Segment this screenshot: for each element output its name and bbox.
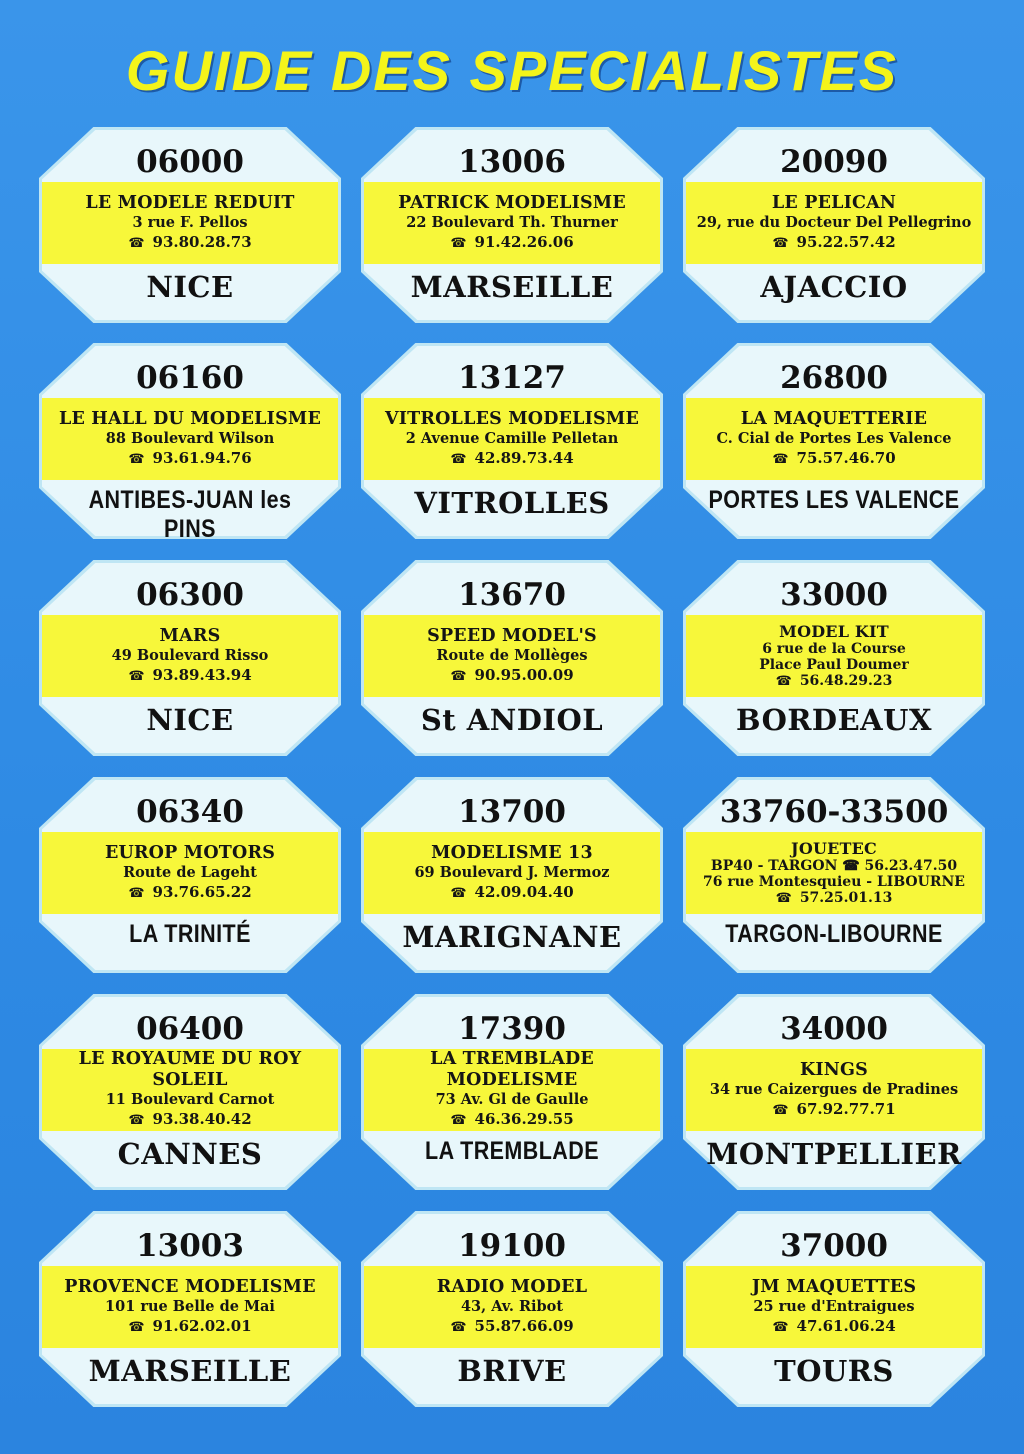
address-line: 6 rue de la Course (762, 640, 906, 657)
address-line: 34 rue Caizergues de Pradines (709, 1080, 959, 1098)
phone-icon: ☎ (450, 1319, 467, 1335)
city-name: VITROLLES (414, 486, 610, 520)
postcode: 34000 (780, 1011, 888, 1047)
info-band (686, 615, 982, 697)
specialist-card (686, 563, 982, 753)
city-name: NICE (146, 703, 234, 737)
address-line: Route de Mollèges (436, 646, 588, 664)
specialist-card (364, 1214, 660, 1404)
address-line: 22 Boulevard Th. Thurner (406, 213, 618, 231)
specialist-card (42, 1214, 338, 1404)
phone-icon: ☎ (128, 451, 145, 467)
address-line: Place Paul Doumer (759, 656, 909, 673)
info-band (42, 832, 338, 914)
phone-text: 75.57.46.70 (796, 448, 896, 467)
shop-name: PATRICK MODELISME (398, 192, 626, 213)
postcode: 06400 (136, 1011, 244, 1047)
address-line: 49 Boulevard Risso (111, 646, 269, 664)
postcode: 37000 (780, 1228, 888, 1264)
phone-number (776, 890, 893, 907)
phone-icon: ☎ (772, 235, 789, 251)
phone-icon: ☎ (772, 1102, 789, 1118)
phone-number (776, 673, 893, 690)
phone-number (128, 1316, 251, 1338)
phone-icon: ☎ (775, 890, 792, 906)
info-band (42, 398, 338, 480)
address-line: 43, Av. Ribot (460, 1297, 564, 1315)
page-title: GUIDE DES SPECIALISTES (125, 39, 899, 102)
city-name: ANTIBES-JUAN les PINS (88, 486, 292, 543)
city-name: MONTPELLIER (706, 1137, 962, 1171)
city-name: PORTES LES VALENCE (708, 486, 960, 514)
phone-text: 93.61.94.76 (152, 448, 252, 467)
city-name: BORDEAUX (736, 703, 932, 737)
phone-number (128, 448, 251, 470)
phone-number (128, 665, 251, 687)
phone-text: 90.95.00.09 (474, 665, 574, 684)
specialist-card (42, 563, 338, 753)
phone-text: 93.80.28.73 (152, 232, 252, 251)
specialist-card (364, 130, 660, 320)
city-name: MARIGNANE (402, 920, 622, 954)
info-band (686, 1266, 982, 1348)
address-line: 11 Boulevard Carnot (105, 1091, 275, 1108)
phone-text: 46.36.29.55 (474, 1110, 574, 1128)
phone-icon: ☎ (450, 451, 467, 467)
phone-icon: ☎ (772, 1319, 789, 1335)
postcode: 06340 (136, 794, 244, 830)
shop-name: JOUETEC (791, 838, 877, 858)
specialist-card (42, 997, 338, 1187)
phone-icon: ☎ (128, 668, 145, 684)
shop-name: JM MAQUETTES (751, 1276, 917, 1297)
postcode: 13670 (458, 577, 566, 613)
address-line: 69 Boulevard J. Mermoz (414, 863, 610, 881)
phone-icon: ☎ (450, 885, 467, 901)
phone-icon: ☎ (450, 235, 467, 251)
phone-number (772, 1316, 895, 1338)
phone-text: 42.09.04.40 (474, 882, 574, 901)
info-band (364, 182, 660, 264)
postcode: 13700 (458, 794, 566, 830)
phone-icon: ☎ (450, 668, 467, 684)
city-name: TOURS (774, 1354, 894, 1388)
phone-number (772, 232, 895, 254)
city-name: AJACCIO (760, 270, 908, 304)
specialist-card (364, 997, 660, 1187)
postcode: 13127 (458, 360, 566, 396)
postcode: 33000 (780, 577, 888, 613)
info-band (686, 832, 982, 914)
address-line: 29, rue du Docteur Del Pellegrino (696, 213, 972, 231)
address-line: 25 rue d'Entraigues (753, 1297, 915, 1315)
postcode: 19100 (458, 1228, 566, 1264)
specialist-card (364, 780, 660, 970)
shop-name: MODELISME 13 (431, 842, 593, 863)
postcode: 20090 (780, 144, 888, 180)
shop-name: SPEED MODEL'S (427, 625, 597, 646)
phone-number (772, 448, 895, 470)
info-band (686, 398, 982, 480)
info-band (364, 398, 660, 480)
address-line: BP40 - TARGON ☎ 56.23.47.50 (710, 857, 958, 874)
shop-name: LA TREMBLADE MODELISME (430, 1049, 594, 1090)
shop-name: LA MAQUETTERIE (740, 408, 928, 429)
shop-name: MARS (159, 625, 221, 646)
phone-icon: ☎ (128, 235, 145, 251)
phone-icon: ☎ (128, 1113, 145, 1128)
phone-icon: ☎ (128, 1319, 145, 1335)
info-band (42, 1266, 338, 1348)
phone-text: 93.76.65.22 (152, 882, 252, 901)
shop-name: LE MODELE REDUIT (85, 192, 295, 213)
shop-name: MODEL KIT (779, 621, 889, 641)
phone-text: 95.22.57.42 (796, 232, 896, 251)
address-line: 76 rue Montesquieu - LIBOURNE (703, 873, 965, 890)
specialist-card (686, 1214, 982, 1404)
shop-name: LE PELICAN (771, 192, 897, 213)
phone-text: 67.92.77.71 (796, 1099, 896, 1118)
specialist-card (42, 780, 338, 970)
info-band (364, 832, 660, 914)
shop-name: EUROP MOTORS (104, 842, 276, 863)
phone-text: 93.38.40.42 (152, 1110, 252, 1128)
info-band (42, 1049, 338, 1131)
city-name: LA TRINITÉ (129, 920, 251, 948)
phone-icon: ☎ (128, 885, 145, 901)
phone-text: 91.42.26.06 (474, 232, 574, 251)
phone-text: 47.61.06.24 (796, 1316, 896, 1335)
phone-text: 93.89.43.94 (152, 665, 252, 684)
phone-number (128, 1109, 251, 1131)
phone-number (128, 232, 251, 254)
specialist-card (42, 346, 338, 543)
phone-number (450, 232, 573, 254)
specialist-card (364, 346, 660, 536)
info-band (686, 1049, 982, 1131)
postcode: 17390 (458, 1011, 566, 1047)
phone-text: 56.48.29.23 (799, 672, 893, 689)
address-line: 73 Av. Gl de Gaulle (435, 1091, 589, 1108)
shop-name: VITROLLES MODELISME (384, 408, 640, 429)
shop-name: LE HALL DU MODELISME (58, 408, 322, 429)
address-line: C. Cial de Portes Les Valence (716, 429, 952, 447)
postcode: 13006 (458, 144, 566, 180)
phone-text: 55.87.66.09 (474, 1316, 574, 1335)
phone-icon: ☎ (772, 451, 789, 467)
specialist-card (686, 997, 982, 1187)
info-band (364, 1266, 660, 1348)
phone-number (450, 1316, 573, 1338)
specialist-card (686, 780, 982, 970)
shop-name: RADIO MODEL (436, 1276, 588, 1297)
postcode: 33760-33500 (719, 794, 949, 830)
address-line: Route de Lageht (123, 863, 257, 881)
phone-number (450, 665, 573, 687)
info-band (42, 615, 338, 697)
phone-number (128, 882, 251, 904)
phone-number (450, 448, 573, 470)
shop-name: LE ROYAUME DU ROY SOLEIL (78, 1049, 302, 1090)
city-name: NICE (146, 270, 234, 304)
city-name: MARSEILLE (410, 270, 614, 304)
postcode: 13003 (136, 1228, 244, 1264)
phone-number (772, 1099, 895, 1121)
shop-name: KINGS (800, 1059, 868, 1080)
phone-text: 57.25.01.13 (799, 889, 893, 906)
specialist-card (364, 563, 660, 753)
postcode: 26800 (780, 360, 888, 396)
phone-icon: ☎ (775, 673, 792, 689)
postcode: 06000 (136, 144, 244, 180)
address-line: 3 rue F. Pellos (132, 213, 248, 231)
city-name: St ANDIOL (420, 703, 604, 737)
phone-icon: ☎ (450, 1113, 467, 1128)
phone-number (450, 1109, 573, 1131)
city-name: TARGON-LIBOURNE (725, 920, 943, 948)
phone-text: 91.62.02.01 (152, 1316, 252, 1335)
specialist-card (42, 130, 338, 320)
postcode: 06160 (136, 360, 244, 396)
city-name: CANNES (117, 1137, 263, 1171)
info-band (364, 1049, 660, 1131)
phone-text: 42.89.73.44 (474, 448, 574, 467)
address-line: 88 Boulevard Wilson (105, 429, 275, 447)
specialist-card (686, 130, 982, 320)
shop-name: PROVENCE MODELISME (64, 1276, 316, 1297)
city-name: MARSEILLE (88, 1354, 292, 1388)
city-name: BRIVE (457, 1354, 567, 1388)
info-band (364, 615, 660, 697)
specialist-card (686, 346, 982, 536)
info-band (686, 182, 982, 264)
city-name: LA TREMBLADE (425, 1137, 599, 1165)
address-line: 101 rue Belle de Mai (105, 1297, 275, 1315)
info-band (42, 182, 338, 264)
postcode: 06300 (136, 577, 244, 613)
phone-number (450, 882, 573, 904)
address-line: 2 Avenue Camille Pelletan (405, 429, 619, 447)
